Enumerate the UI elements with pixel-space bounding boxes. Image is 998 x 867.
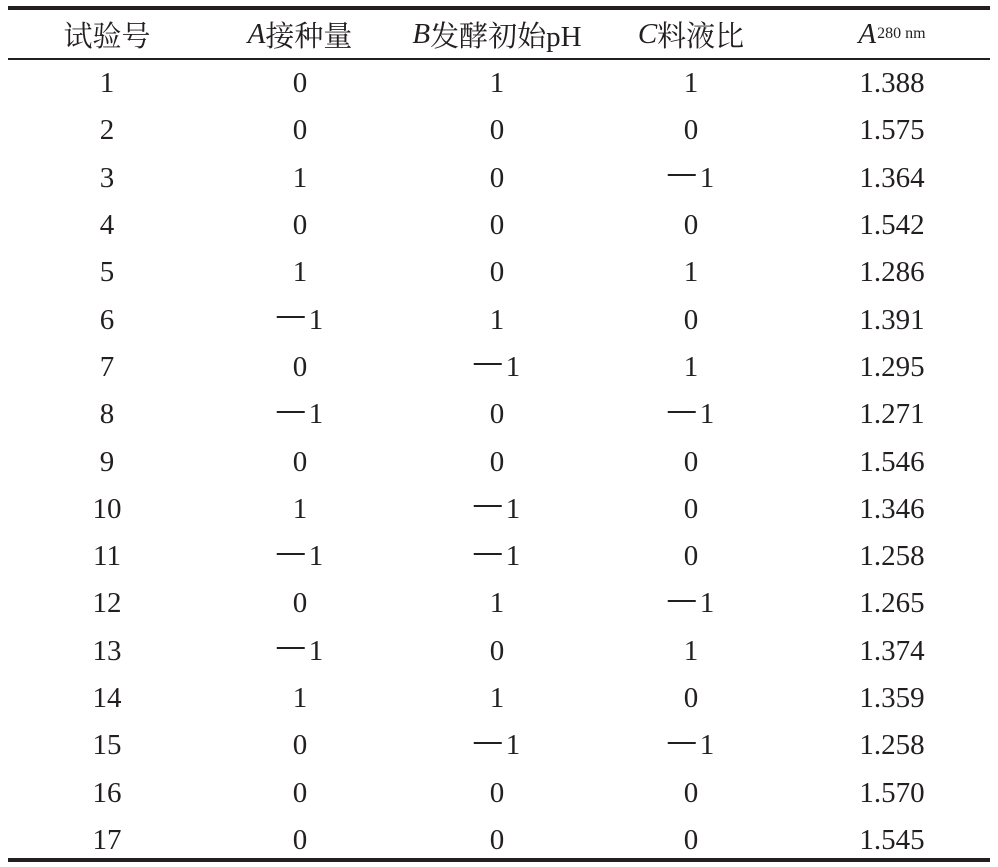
cell-value: 10 [92, 492, 122, 525]
cell-factor-b [490, 296, 505, 343]
cell-value: 1 [292, 492, 308, 525]
cell-factor-b [490, 249, 505, 296]
cell-factor-b [490, 155, 505, 202]
cell-trial-number [93, 675, 122, 722]
cell-value: 15 [92, 729, 122, 762]
cell-absorbance [859, 486, 924, 533]
table-row [8, 155, 990, 202]
cell-value: 1 [505, 729, 521, 762]
header-factor-a-label: 接种量 [265, 20, 353, 53]
cell-value: 0 [683, 303, 699, 336]
minus-sign-icon [474, 553, 502, 555]
cell-value: 17 [92, 823, 122, 856]
cell-absorbance [859, 202, 924, 249]
cell-value: 1 [292, 682, 308, 714]
header-factor-a [248, 10, 353, 58]
table-bottom-rule [8, 858, 990, 862]
table-row [8, 769, 990, 816]
header-absorbance [858, 10, 925, 58]
cell-value: 1.374 [859, 634, 925, 667]
cell-trial-number [93, 628, 122, 675]
cell-value: 1 [99, 67, 115, 100]
cell-value: 1.271 [859, 398, 925, 431]
cell-value: 1 [699, 161, 715, 194]
cell-value: 9 [99, 445, 115, 478]
cell-value: 1.258 [859, 540, 925, 573]
cell-absorbance [859, 60, 924, 107]
minus-sign-icon [474, 742, 502, 744]
table-row [8, 107, 990, 154]
cell-factor-a [293, 60, 308, 107]
cell-value: 1 [699, 729, 715, 762]
cell-value: 7 [99, 350, 115, 383]
cell-factor-c [684, 249, 699, 296]
cell-trial-number [100, 296, 115, 343]
cell-factor-a [277, 533, 324, 580]
cell-factor-a [293, 817, 308, 864]
minus-sign-icon [668, 600, 696, 602]
cell-value: 0 [683, 776, 699, 809]
cell-factor-c [684, 438, 699, 485]
table-row [8, 722, 990, 769]
header-absorbance-prefix: A [858, 17, 877, 50]
cell-value: 0 [292, 445, 308, 478]
cell-absorbance [859, 344, 924, 391]
cell-value: 1.346 [859, 492, 925, 525]
cell-value: 0 [489, 776, 505, 809]
cell-factor-a [293, 344, 308, 391]
cell-value: 1 [308, 634, 324, 667]
table-body [8, 60, 990, 858]
header-factor-c-label: 料液比 [657, 20, 745, 53]
cell-factor-b [490, 580, 505, 627]
cell-value: 0 [489, 634, 505, 667]
minus-sign-icon [668, 742, 696, 744]
cell-trial-number [93, 580, 122, 627]
cell-value: 8 [99, 398, 115, 431]
cell-trial-number [93, 817, 122, 864]
header-factor-a-prefix: A [247, 17, 266, 50]
header-absorbance-subscript: 280 nm [877, 25, 926, 42]
cell-trial-number [93, 769, 122, 816]
cell-value: 1.295 [859, 350, 925, 383]
cell-absorbance [859, 769, 924, 816]
cell-absorbance [859, 391, 924, 438]
cell-value: 1 [308, 540, 324, 573]
table-row [8, 533, 990, 580]
cell-value: 0 [489, 823, 505, 856]
cell-value: 1 [683, 634, 699, 667]
cell-trial-number [100, 249, 115, 296]
cell-trial-number [93, 533, 121, 580]
cell-value: 1.258 [859, 729, 925, 762]
cell-factor-c [684, 533, 699, 580]
cell-value: 5 [99, 256, 115, 289]
cell-absorbance [859, 249, 924, 296]
cell-value: 1 [683, 350, 699, 383]
cell-value: 0 [489, 256, 505, 289]
cell-factor-b [490, 60, 505, 107]
cell-value: 0 [683, 823, 699, 856]
table-row [8, 438, 990, 485]
cell-value: 1 [683, 67, 699, 100]
cell-factor-c [668, 580, 715, 627]
cell-value: 12 [92, 587, 122, 620]
cell-value: 6 [99, 303, 115, 336]
cell-factor-c [684, 344, 699, 391]
table-row [8, 202, 990, 249]
cell-factor-c [668, 391, 715, 438]
minus-sign-icon [277, 411, 305, 413]
table-row [8, 675, 990, 722]
cell-factor-c [684, 769, 699, 816]
minus-sign-icon [277, 647, 305, 649]
cell-factor-c [684, 628, 699, 675]
cell-value: 0 [683, 209, 699, 242]
header-trial-number [63, 10, 150, 58]
cell-value: 0 [489, 114, 505, 147]
table-row [8, 580, 990, 627]
minus-sign-icon [668, 411, 696, 413]
cell-value: 1.359 [859, 682, 925, 714]
cell-value: 1 [505, 492, 521, 525]
cell-value: 2 [99, 114, 115, 147]
cell-factor-b [490, 628, 505, 675]
cell-value: 11 [93, 540, 121, 573]
cell-value: 1.265 [859, 587, 925, 620]
cell-value: 0 [292, 67, 308, 100]
cell-trial-number [100, 391, 115, 438]
cell-value: 0 [292, 776, 308, 809]
cell-value: 3 [99, 161, 115, 194]
cell-factor-b [474, 722, 521, 769]
cell-absorbance [859, 580, 924, 627]
cell-value: 1.388 [859, 67, 925, 100]
cell-value: 1 [292, 256, 308, 289]
cell-value: 1.542 [859, 209, 925, 242]
cell-factor-c [684, 817, 699, 864]
header-factor-c-prefix: C [637, 17, 658, 50]
cell-value: 0 [683, 445, 699, 478]
cell-absorbance [859, 722, 924, 769]
cell-factor-c [684, 296, 699, 343]
header-factor-b-label: 发酵初始pH [430, 20, 582, 53]
cell-value: 1 [489, 587, 505, 620]
cell-factor-a [293, 769, 308, 816]
cell-factor-b [490, 438, 505, 485]
header-factor-c [638, 10, 744, 58]
cell-factor-b [490, 675, 505, 722]
cell-value: 0 [292, 823, 308, 856]
cell-factor-a [277, 391, 324, 438]
cell-factor-a [277, 296, 324, 343]
cell-value: 1 [505, 540, 521, 573]
cell-value: 0 [489, 209, 505, 242]
cell-value: 4 [99, 209, 115, 242]
cell-trial-number [100, 202, 115, 249]
minus-sign-icon [668, 174, 696, 176]
cell-absorbance [859, 438, 924, 485]
cell-factor-a [293, 155, 308, 202]
header-factor-b-prefix: B [412, 17, 431, 50]
cell-value: 0 [489, 161, 505, 194]
cell-value: 1.570 [859, 776, 925, 809]
cell-value: 14 [92, 682, 122, 714]
cell-value: 0 [292, 114, 308, 147]
minus-sign-icon [474, 505, 502, 507]
cell-absorbance [859, 296, 924, 343]
cell-factor-c [668, 155, 715, 202]
cell-factor-b [490, 107, 505, 154]
cell-absorbance [859, 155, 924, 202]
cell-trial-number [93, 722, 122, 769]
cell-factor-a [293, 249, 308, 296]
cell-absorbance [859, 533, 924, 580]
cell-trial-number [100, 438, 115, 485]
table-header-row [8, 10, 990, 58]
cell-value: 1.286 [859, 256, 925, 289]
cell-factor-b [474, 344, 521, 391]
cell-factor-a [293, 202, 308, 249]
cell-value: 1 [308, 303, 324, 336]
cell-factor-a [293, 580, 308, 627]
cell-value: 0 [489, 398, 505, 431]
cell-value: 0 [683, 114, 699, 147]
table-row [8, 391, 990, 438]
cell-trial-number [100, 155, 115, 202]
cell-value: 1.545 [859, 823, 925, 856]
cell-factor-a [293, 486, 308, 533]
cell-trial-number [93, 486, 122, 533]
cell-factor-a [277, 628, 324, 675]
cell-value: 1 [489, 303, 505, 336]
cell-absorbance [859, 107, 924, 154]
cell-factor-b [490, 817, 505, 864]
cell-trial-number [100, 344, 115, 391]
table-row [8, 296, 990, 343]
cell-value: 1 [683, 256, 699, 289]
cell-value: 1 [489, 67, 505, 100]
cell-factor-c [684, 486, 699, 533]
cell-value: 0 [683, 492, 699, 525]
cell-factor-b [490, 769, 505, 816]
cell-value: 0 [683, 682, 699, 714]
cell-value: 1 [505, 350, 521, 383]
cell-factor-c [684, 60, 699, 107]
table-row [8, 628, 990, 675]
cell-absorbance [859, 817, 924, 864]
cell-absorbance [859, 675, 924, 722]
table-row [8, 817, 990, 864]
cell-value: 0 [489, 445, 505, 478]
cell-factor-a [293, 675, 308, 722]
cell-value: 1.575 [859, 114, 925, 147]
cell-value: 0 [683, 540, 699, 573]
cell-value: 1 [699, 398, 715, 431]
cell-value: 1.546 [859, 445, 925, 478]
cell-factor-a [293, 107, 308, 154]
minus-sign-icon [474, 363, 502, 365]
table-row [8, 249, 990, 296]
cell-factor-c [668, 722, 715, 769]
cell-factor-b [490, 202, 505, 249]
cell-trial-number [100, 60, 115, 107]
minus-sign-icon [277, 553, 305, 555]
cell-factor-c [684, 675, 699, 722]
cell-value: 1 [699, 587, 715, 620]
cell-trial-number [100, 107, 115, 154]
cell-value: 0 [292, 729, 308, 762]
cell-value: 1 [292, 161, 308, 194]
cell-factor-c [684, 107, 699, 154]
cell-value: 16 [92, 776, 122, 809]
cell-factor-b [490, 391, 505, 438]
cell-factor-b [474, 486, 521, 533]
cell-value: 1.391 [859, 303, 925, 336]
cell-factor-c [684, 202, 699, 249]
minus-sign-icon [277, 316, 305, 318]
table-row [8, 486, 990, 533]
cell-value: 13 [92, 634, 122, 667]
cell-value: 1.364 [859, 161, 925, 194]
table-row [8, 60, 990, 107]
cell-absorbance [859, 628, 924, 675]
cell-value: 1 [308, 398, 324, 431]
cell-factor-a [293, 438, 308, 485]
cell-factor-b [474, 533, 521, 580]
cell-value: 0 [292, 587, 308, 620]
header-trial-number-label: 试验号 [63, 20, 151, 53]
table-row [8, 344, 990, 391]
header-factor-b [412, 10, 581, 58]
cell-value: 1 [489, 682, 505, 714]
cell-value: 0 [292, 209, 308, 242]
cell-factor-a [293, 722, 308, 769]
experiment-table [8, 6, 990, 862]
cell-value: 0 [292, 350, 308, 383]
